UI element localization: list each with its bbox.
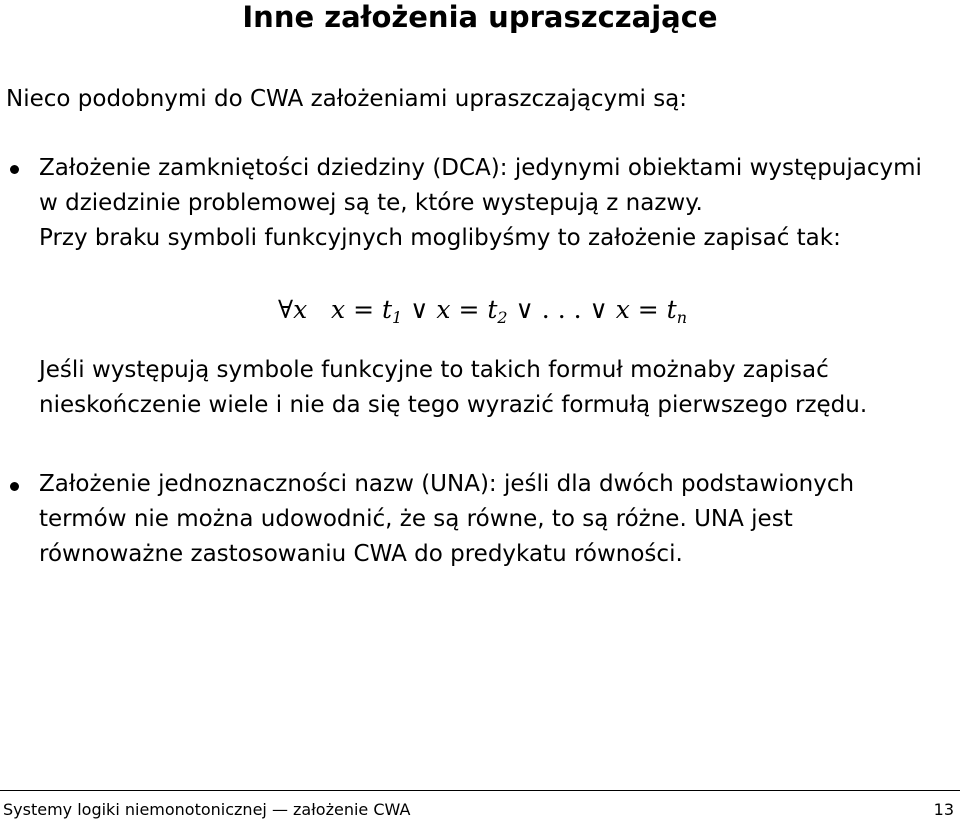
bullet-line: Założenie jednoznaczności nazw (UNA): jeśli dla dwóch podstawionych — [39, 471, 855, 497]
bullet-line: nieskończenie wiele i nie da się tego wyrazić formułą pierwszego rzędu. — [39, 392, 868, 418]
bullet-dot-dca — [10, 165, 19, 174]
formula-quantifier: ∀x — [278, 295, 308, 324]
bullet-line: równoważne zastosowaniu CWA do predykatu równości. — [39, 541, 683, 567]
bullet-line: Jeśli występują symbole funkcyjne to takich formuł możnaby zapisać — [39, 357, 829, 383]
footer-divider — [0, 790, 960, 791]
formula-or: ∨ . . . ∨ — [507, 295, 616, 324]
formula-term: x = t — [615, 295, 677, 324]
dca-formula — [278, 290, 687, 330]
formula-or: ∨ — [402, 295, 437, 324]
bullet-dca-note — [39, 353, 867, 423]
page-number: 13 — [933, 800, 954, 819]
bullet-dca-text — [39, 151, 922, 256]
footer-caption: Systemy logiki niemonotonicznej — założenie CWA — [3, 800, 411, 819]
bullet-line: Założenie zamkniętości dziedziny (DCA): jedynymi obiektami występujacymi — [39, 155, 922, 181]
formula-subscript: n — [676, 308, 688, 327]
bullet-line: Przy braku symboli funkcyjnych moglibyśmy to założenie zapisać tak: — [39, 225, 841, 251]
formula-term: x = t — [331, 295, 393, 324]
formula-subscript: 1 — [392, 308, 403, 327]
formula-term: x = t — [436, 295, 498, 324]
slide-title: Inne założenia upraszczające — [242, 0, 718, 34]
bullet-dot-una — [10, 482, 19, 491]
intro-text: Nieco podobnymi do CWA założeniami upraszczającymi są: — [6, 86, 688, 112]
bullet-line: w dziedzinie problemowej są te, które wystepują z nazwy. — [39, 190, 703, 216]
formula-subscript: 2 — [497, 308, 508, 327]
bullet-line: termów nie można udowodnić, że są równe, to są różne. UNA jest — [39, 506, 793, 532]
bullet-una-text — [39, 467, 854, 572]
